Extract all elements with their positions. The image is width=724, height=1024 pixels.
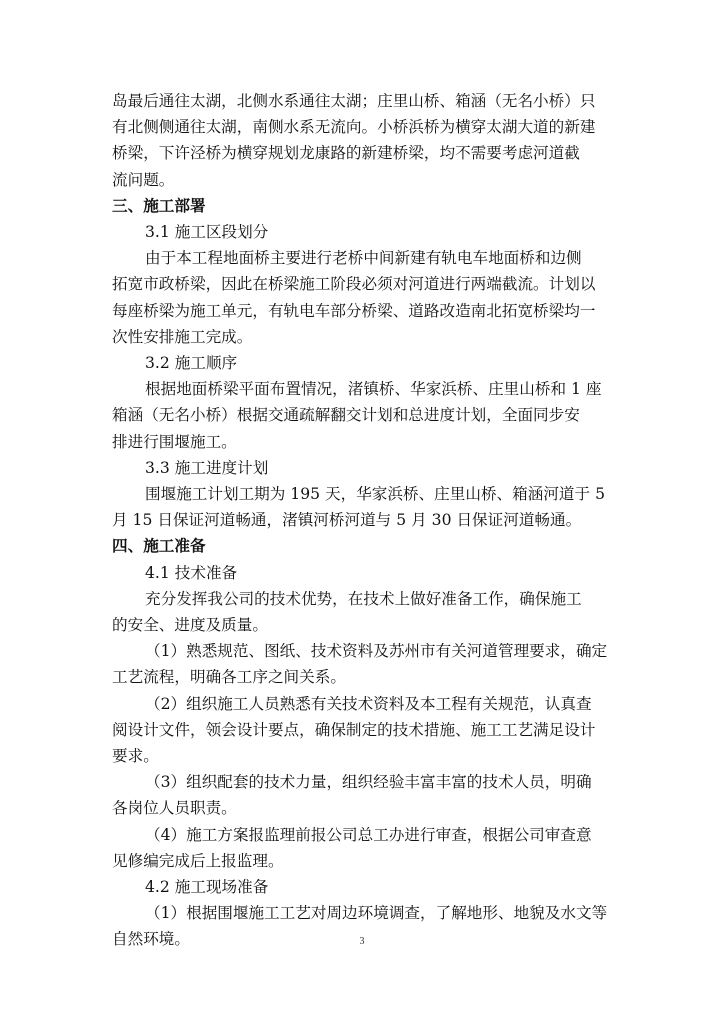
text-line: 每座桥梁为施工单元，有轨电车部分桥梁、道路改造南北拓宽桥梁均一 xyxy=(112,301,596,320)
paragraph-first-line: 根据地面桥梁平面布置情况，渚镇桥、华家浜桥、庄里山桥和 1 座 xyxy=(145,380,602,399)
text-line: 流问题。 xyxy=(112,170,175,189)
paragraph-first-line: 充分发挥我公司的技术优势，在技术上做好准备工作，确保施工 xyxy=(145,589,582,608)
section-heading: 三、施工部署 xyxy=(112,196,206,215)
paragraph-first-line: 围堰施工计划工期为 195 天，华家浜桥、庄里山桥、箱涵河道于 5 xyxy=(145,485,605,503)
page-number: 3 xyxy=(359,936,365,947)
text-line: 岛最后通往太湖，北侧水系通往太湖；庄里山桥、箱涵（无名小桥）只 xyxy=(112,92,596,110)
text-line: 各岗位人员职责。 xyxy=(112,799,237,818)
subsection-heading: 3.3 施工进度计划 xyxy=(145,458,269,477)
text-line: 的安全、进度及质量。 xyxy=(112,616,268,634)
list-item-first-line: （1）熟悉规范、图纸、技术资料及苏州市有关河道管理要求，确定 xyxy=(145,642,608,661)
subsection-heading: 4.2 施工现场准备 xyxy=(145,878,269,896)
paragraph-first-line: 由于本工程地面桥主要进行老桥中间新建有轨电车地面桥和边侧 xyxy=(145,249,582,268)
subsection-heading: 4.1 技术准备 xyxy=(145,563,238,582)
text-line: 次性安排施工完成。 xyxy=(112,327,253,346)
section-heading: 四、施工准备 xyxy=(112,537,206,556)
text-line: 工艺流程，明确各工序之间关系。 xyxy=(112,668,346,687)
list-item-first-line: （4）施工方案报监理前报公司总工办进行审查，根据公司审查意 xyxy=(145,825,592,844)
subsection-heading: 3.2 施工顺序 xyxy=(145,354,238,372)
text-line: 自然环境。 xyxy=(112,930,190,949)
subsection-heading: 3.1 施工区段划分 xyxy=(145,223,269,241)
text-line: 见修编完成后上报监理。 xyxy=(112,851,284,870)
text-line: 排进行围堰施工。 xyxy=(112,432,237,451)
text-line: 桥梁，下许泾桥为横穿规划龙康路的新建桥梁，均不需要考虑河道截 xyxy=(112,144,580,163)
text-line: 月 15 日保证河道畅通，渚镇河桥河道与 5 月 30 日保证河道畅通。 xyxy=(112,511,582,530)
list-item-first-line: （2）组织施工人员熟悉有关技术资料及本工程有关规范，认真查 xyxy=(145,694,592,713)
text-line: 箱涵（无名小桥）根据交通疏解翻交计划和总进度计划，全面同步安 xyxy=(112,406,580,425)
text-line: 有北侧侧通往太湖，南侧水系无流向。小桥浜桥为横穿太湖大道的新建 xyxy=(112,118,596,137)
text-line: 要求。 xyxy=(112,747,159,765)
text-line: 拓宽市政桥梁，因此在桥梁施工阶段必须对河道进行两端截流。计划以 xyxy=(112,275,596,294)
list-item-first-line: （1）根据围堰施工工艺对周边环境调查，了解地形、地貌及水文等 xyxy=(145,904,608,923)
text-line: 阅设计文件，领会设计要点，确保制定的技术措施、施工工艺满足设计 xyxy=(112,720,596,739)
list-item-first-line: （3）组织配套的技术力量，组织经验丰富丰富的技术人员，明确 xyxy=(145,773,592,792)
